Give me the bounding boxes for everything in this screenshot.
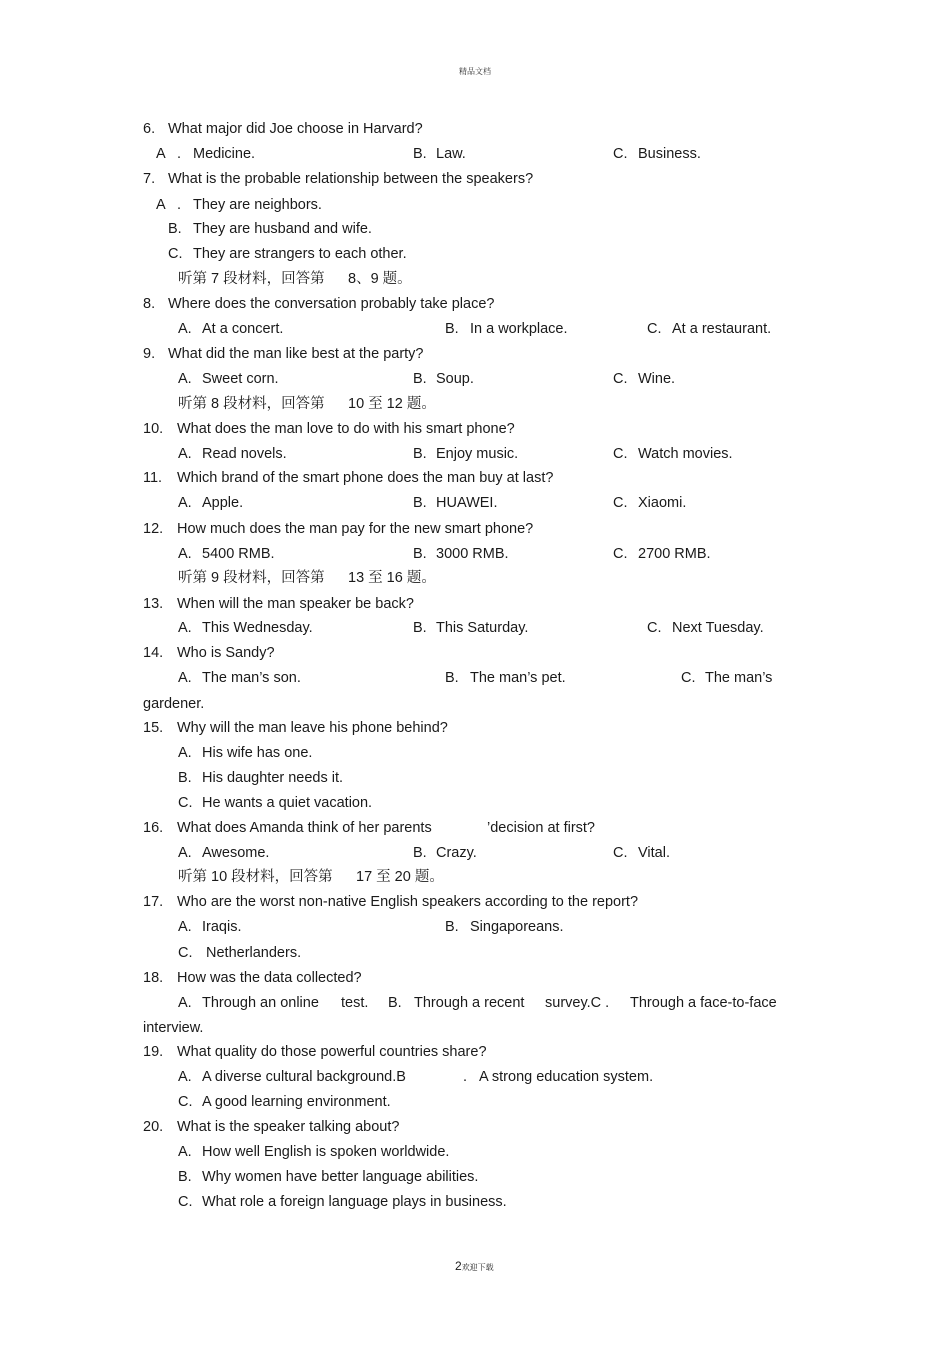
q7-number: 7. [143, 171, 156, 187]
q8-a-text: At a concert. [202, 321, 284, 337]
q9-c-text: Wine. [638, 371, 676, 387]
q13-text: When will the man speaker be back? [177, 596, 414, 612]
q10-a-text: Read novels. [202, 446, 287, 462]
q12-a-text: 5400 RMB. [202, 546, 275, 562]
q12-b-letter: B. [413, 546, 427, 562]
q18-a-text-end: test. [341, 995, 369, 1011]
q9-b-letter: B. [413, 371, 427, 387]
q14-b-letter: B. [445, 670, 459, 686]
q15-a-text: His wife has one. [202, 745, 313, 761]
q17-a-letter: A. [178, 919, 192, 935]
footer-text: 欢迎下载 [461, 1263, 494, 1272]
q6-c-text: Business. [638, 146, 701, 162]
q6-number: 6. [143, 121, 156, 137]
q15-c-letter: C. [178, 795, 193, 811]
q9-a-text: Sweet corn. [202, 371, 279, 387]
q16-a-text: Awesome. [202, 845, 270, 861]
q12-number: 12. [143, 521, 164, 537]
q12-c-letter: C. [613, 546, 628, 562]
q17-b-letter: B. [445, 919, 459, 935]
q10-text: What does the man love to do with his smart phone? [177, 421, 515, 437]
q6-c-letter: C. [613, 146, 628, 162]
q13-b-text: This Saturday. [436, 620, 529, 636]
q13-a-text: This Wednesday. [202, 620, 313, 636]
q11-a-text: Apple. [202, 495, 244, 511]
q20-text: What is the speaker talking about? [177, 1119, 400, 1135]
q8-number: 8. [143, 296, 156, 312]
q16-b-text: Crazy. [436, 845, 477, 861]
q18-a-text: Through an online [202, 995, 319, 1011]
q14-c-text: The man’s [705, 670, 773, 686]
page-header: 精品文档 [459, 67, 491, 76]
q7-b-letter: B. [168, 221, 182, 237]
q8-text: Where does the conversation probably take place? [168, 296, 495, 312]
section-heading-7-range: 8、9 题。 [348, 271, 412, 287]
q19-a-letter: A. [178, 1069, 192, 1085]
q11-b-letter: B. [413, 495, 427, 511]
q7-c-letter: C. [168, 246, 183, 262]
q11-b-text: HUAWEI. [436, 495, 498, 511]
q11-c-letter: C. [613, 495, 628, 511]
q19-b-text: A strong education system. [479, 1069, 654, 1085]
q9-b-text: Soup. [436, 371, 474, 387]
q14-a-letter: A. [178, 670, 192, 686]
q10-c-letter: C. [613, 446, 628, 462]
q11-c-text: Xiaomi. [638, 495, 687, 511]
q7-a-dot: . [177, 197, 182, 213]
q14-text: Who is Sandy? [177, 645, 275, 661]
section-heading-9-range: 13 至 16 题。 [348, 570, 436, 586]
q6-b-text: Law. [436, 146, 466, 162]
q10-a-letter: A. [178, 446, 192, 462]
q6-a-letter: A [156, 146, 166, 162]
q20-a-letter: A. [178, 1144, 192, 1160]
q7-a-text: They are neighbors. [193, 197, 322, 213]
q19-b-dot: . [463, 1069, 468, 1085]
q13-c-text: Next Tuesday. [672, 620, 764, 636]
q14-c-text-continued: gardener. [143, 696, 205, 712]
q15-a-letter: A. [178, 745, 192, 761]
q15-text: Why will the man leave his phone behind? [177, 720, 448, 736]
q13-b-letter: B. [413, 620, 427, 636]
q16-c-text: Vital. [638, 845, 670, 861]
q15-b-text: His daughter needs it. [202, 770, 344, 786]
q20-b-text: Why women have better language abilities. [202, 1169, 479, 1185]
q16-number: 16. [143, 820, 164, 836]
q16-text-end: ’decision at first? [487, 820, 595, 836]
q8-b-text: In a workplace. [470, 321, 568, 337]
q17-a-text: Iraqis. [202, 919, 242, 935]
q12-a-letter: A. [178, 546, 192, 562]
q8-c-letter: C. [647, 321, 662, 337]
q18-b-text-end: survey.C . [545, 995, 610, 1011]
q20-b-letter: B. [178, 1169, 192, 1185]
q14-b-text: The man’s pet. [470, 670, 566, 686]
q8-c-text: At a restaurant. [672, 321, 772, 337]
q14-a-text: The man’s son. [202, 670, 301, 686]
q10-number: 10. [143, 421, 164, 437]
q6-text: What major did Joe choose in Harvard? [168, 121, 423, 137]
q7-text: What is the probable relationship between the speakers? [168, 171, 534, 187]
q18-number: 18. [143, 970, 164, 986]
q7-b-text: They are husband and wife. [193, 221, 372, 237]
q19-number: 19. [143, 1044, 164, 1060]
q8-a-letter: A. [178, 321, 192, 337]
q10-c-text: Watch movies. [638, 446, 733, 462]
section-heading-10: 听第 10 段材料，回答第 [178, 869, 333, 885]
q17-number: 17. [143, 894, 164, 910]
q19-a-text: A diverse cultural background.B [202, 1069, 406, 1085]
q20-c-text: What role a foreign language plays in business. [202, 1194, 507, 1210]
q6-a-text: Medicine. [193, 146, 256, 162]
q6-a-dot: . [177, 146, 182, 162]
q16-a-letter: A. [178, 845, 192, 861]
section-heading-8-range: 10 至 12 题。 [348, 396, 436, 412]
page-number: 2 [455, 1259, 462, 1273]
q7-c-text: They are strangers to each other. [193, 246, 407, 262]
section-heading-7: 听第 7 段材料，回答第 [178, 271, 325, 287]
q16-b-letter: B. [413, 845, 427, 861]
q9-number: 9. [143, 346, 156, 362]
q7-a-letter: A [156, 197, 166, 213]
q19-text: What quality do those powerful countries share? [177, 1044, 487, 1060]
page-footer [455, 1259, 494, 1275]
q13-number: 13. [143, 596, 164, 612]
q20-c-letter: C. [178, 1194, 193, 1210]
q18-text: How was the data collected? [177, 970, 362, 986]
section-heading-10-range: 17 至 20 题。 [356, 869, 444, 885]
q16-text: What does Amanda think of her parents [177, 820, 432, 836]
section-heading-8: 听第 8 段材料，回答第 [178, 396, 325, 412]
q16-c-letter: C. [613, 845, 628, 861]
q15-number: 15. [143, 720, 164, 736]
q15-c-text: He wants a quiet vacation. [202, 795, 373, 811]
q11-number: 11. [143, 470, 163, 486]
q17-c-letter: C. [178, 945, 193, 961]
q14-c-letter: C. [681, 670, 696, 686]
section-heading-9: 听第 9 段材料，回答第 [178, 570, 325, 586]
q15-b-letter: B. [178, 770, 192, 786]
q10-b-letter: B. [413, 446, 427, 462]
q11-a-letter: A. [178, 495, 192, 511]
q19-c-text: A good learning environment. [202, 1094, 391, 1110]
q10-b-text: Enjoy music. [436, 446, 519, 462]
q18-b-letter: B. [388, 995, 402, 1011]
q12-b-text: 3000 RMB. [436, 546, 509, 562]
q18-c-text: Through a face-to-face [630, 995, 777, 1011]
q6-b-letter: B. [413, 146, 427, 162]
q14-number: 14. [143, 645, 164, 661]
q17-b-text: Singaporeans. [470, 919, 564, 935]
q17-text: Who are the worst non-native English speakers according to the report? [177, 894, 639, 910]
q20-number: 20. [143, 1119, 164, 1135]
q9-a-letter: A. [178, 371, 192, 387]
q12-text: How much does the man pay for the new smart phone? [177, 521, 534, 537]
q8-b-letter: B. [445, 321, 459, 337]
q9-text: What did the man like best at the party? [168, 346, 424, 362]
q18-a-letter: A. [178, 995, 192, 1011]
q19-c-letter: C. [178, 1094, 193, 1110]
q18-c-text-continued: interview. [143, 1020, 204, 1036]
q13-c-letter: C. [647, 620, 662, 636]
q18-b-text: Through a recent [414, 995, 525, 1011]
q9-c-letter: C. [613, 371, 628, 387]
q13-a-letter: A. [178, 620, 192, 636]
q12-c-text: 2700 RMB. [638, 546, 711, 562]
q20-a-text: How well English is spoken worldwide. [202, 1144, 450, 1160]
q11-text: Which brand of the smart phone does the man buy at last? [177, 470, 554, 486]
q17-c-text: Netherlanders. [206, 945, 302, 961]
